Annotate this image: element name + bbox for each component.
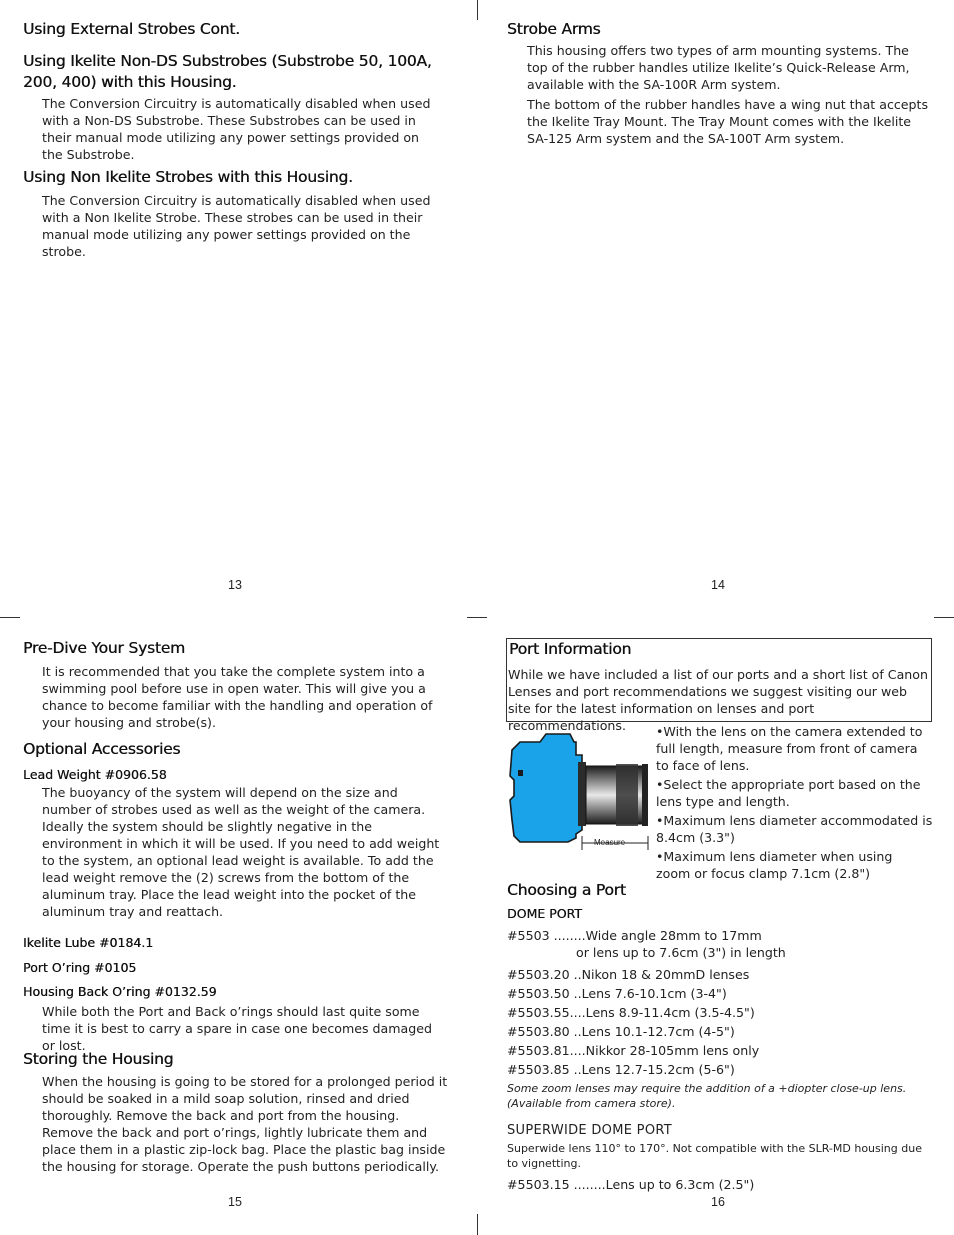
heading-non-ds-substrobes: Using Ikelite Non-DS Substrobes (Substrobe 50, 100A, 200, 400) with this Housing. [23,52,432,91]
back-oring-title: Housing Back O’ring #0132.59 [23,984,217,999]
lens-grip-ring [616,764,638,826]
superwide-item-5503-15: #5503.15 ........Lens up to 6.3cm (2.5") [507,1177,755,1192]
superwide-dome-port-title: SUPERWIDE DOME PORT [507,1123,672,1138]
paragraph-non-ds: The Conversion Circuitry is automatically disabled when used with a Non-DS Substrobe. These Substrobes can be used in their manual mode utilizing any power settings provided on the Substrobe. [42,96,431,162]
heading-optional-accessories: Optional Accessories [23,740,181,758]
paragraph-strobe-arms-2: The bottom of the rubber handles have a wing nut that accepts the Ikelite Tray Mount. The Tray Mount comes with the Ikelite SA-125 Arm system and the SA-100T Arm system. [527,97,929,146]
heading-choosing-a-port: Choosing a Port [507,881,626,899]
heading-port-information: Port Information [509,640,632,658]
page-number: 14 [711,578,725,592]
crop-mark-left-middle [0,617,20,618]
heading-storing: Storing the Housing [23,1050,174,1068]
dome-port-title: DOME PORT [507,906,582,921]
page-number: 15 [228,1195,242,1209]
lens-barrel-base [578,762,586,826]
port-oring-title: Port O’ring #0105 [23,960,137,975]
paragraph-orings: While both the Port and Back o’rings should last quite some time it is best to carry a spare in case one becomes damaged or lost. [42,1004,432,1053]
dome-port-item: #5503.55....Lens 8.9-11.4cm (3.5-4.5") [507,1005,755,1020]
port-information-box [506,638,932,733]
measure-label: Measure [594,838,626,847]
bullet-1: •With the lens on the camera extended to full length, measure from front of camera to face of lens. [656,724,923,773]
paragraph-pre-dive: It is recommended that you take the complete system into a swimming pool before use in open water. This will give you a chance to become familiar with the handling and operation of your housing and strobe(s). [42,664,433,730]
camera-body-shape [510,734,582,842]
paragraph-strobe-arms-1: This housing offers two types of arm mounting systems. The top of the rubber handles utilize Ikelite’s Quick-Release Arm, available with the SA-100R Arm system. [527,43,910,92]
page-15 [0,630,470,1220]
paragraph-lead-weight: The buoyancy of the system will depend on the size and number of strobes used as well as the weight of the camera. Ideally the system should be slightly negative in the environment in which it will be used. If you need to add weight to the system, an optional lead weight is available. To add the lead weight remove the (2) screws from the bottom of the aluminum tray. Place the lead weight into the pocket of the aluminum tray and reattach. [42,785,440,919]
page-number: 16 [711,1195,725,1209]
camera-detail-mark [518,770,523,776]
dome-port-item: #5503.50 ..Lens 7.6-10.1cm (3-4") [507,986,727,1001]
lead-weight-title: Lead Weight #0906.58 [23,767,167,782]
bullet-2: •Select the appropriate port based on the lens type and length. [656,777,921,809]
camera-lens-illustration [506,730,656,852]
zoom-lens-note: Some zoom lenses may require the addition of a +diopter close-up lens. (Available from camera store). [507,1082,907,1110]
crop-mark-bottom-center [477,1214,478,1235]
dome-port-item: #5503.85 ..Lens 12.7-15.2cm (5-6") [507,1062,735,1077]
heading-external-strobes-cont: Using External Strobes Cont. [23,20,240,38]
page-14 [484,0,954,600]
dome-port-item: #5503.20 ..Nikon 18 & 20mmD lenses [507,967,750,982]
dome-port-item: #5503.81....Nikkor 28-105mm lens only [507,1043,760,1058]
page-13 [0,0,470,600]
crop-mark-center-middle [467,617,487,618]
superwide-note: Superwide lens 110° to 170°. Not compatible with the SLR-MD housing due to vignetting. [507,1142,922,1170]
dome-port-item-5503: #5503 ........Wide angle 28mm to 17mm [507,928,762,943]
lens-front-ring [642,764,648,826]
dome-port-item: #5503.80 ..Lens 10.1-12.7cm (4-5") [507,1024,735,1039]
paragraph-non-ikelite: The Conversion Circuitry is automatically disabled when used with a Non Ikelite Strobe. These strobes can be used in their manual mode utilizing any power settings provided on the strobe. [42,193,431,259]
heading-strobe-arms: Strobe Arms [507,20,601,38]
page-number: 13 [228,578,242,592]
crop-mark-right-middle [934,617,954,618]
bullet-3: •Maximum lens diameter accommodated is 8.4cm (3.3") [656,813,933,845]
ikelite-lube-title: Ikelite Lube #0184.1 [23,935,154,950]
crop-mark-top-center [477,0,478,20]
dome-port-item-5503-line2: or lens up to 7.6cm (3") in length [576,945,786,960]
paragraph-storing: When the housing is going to be stored for a prolonged period it should be soaked in a mild soap solution, rinsed and dried thoroughly. Remove the back and port from the housing. Remove the back and port o’rings, lightly lubricate them and place them in a plastic zip-lock bag. Place the plastic bag inside the housing for storage. Operate the push buttons periodically. [42,1074,448,1174]
page-16 [484,630,954,1220]
paragraph-port-information: While we have included a list of our ports and a short list of Canon Lenses and port recommendations we suggest visiting our web site for the latest information on lenses and port recommendations. [508,667,928,733]
bullet-4: •Maximum lens diameter when using zoom or focus clamp 7.1cm (2.8") [656,849,893,881]
heading-pre-dive: Pre-Dive Your System [23,639,185,657]
heading-non-ikelite-strobes: Using Non Ikelite Strobes with this Housing. [23,168,353,186]
